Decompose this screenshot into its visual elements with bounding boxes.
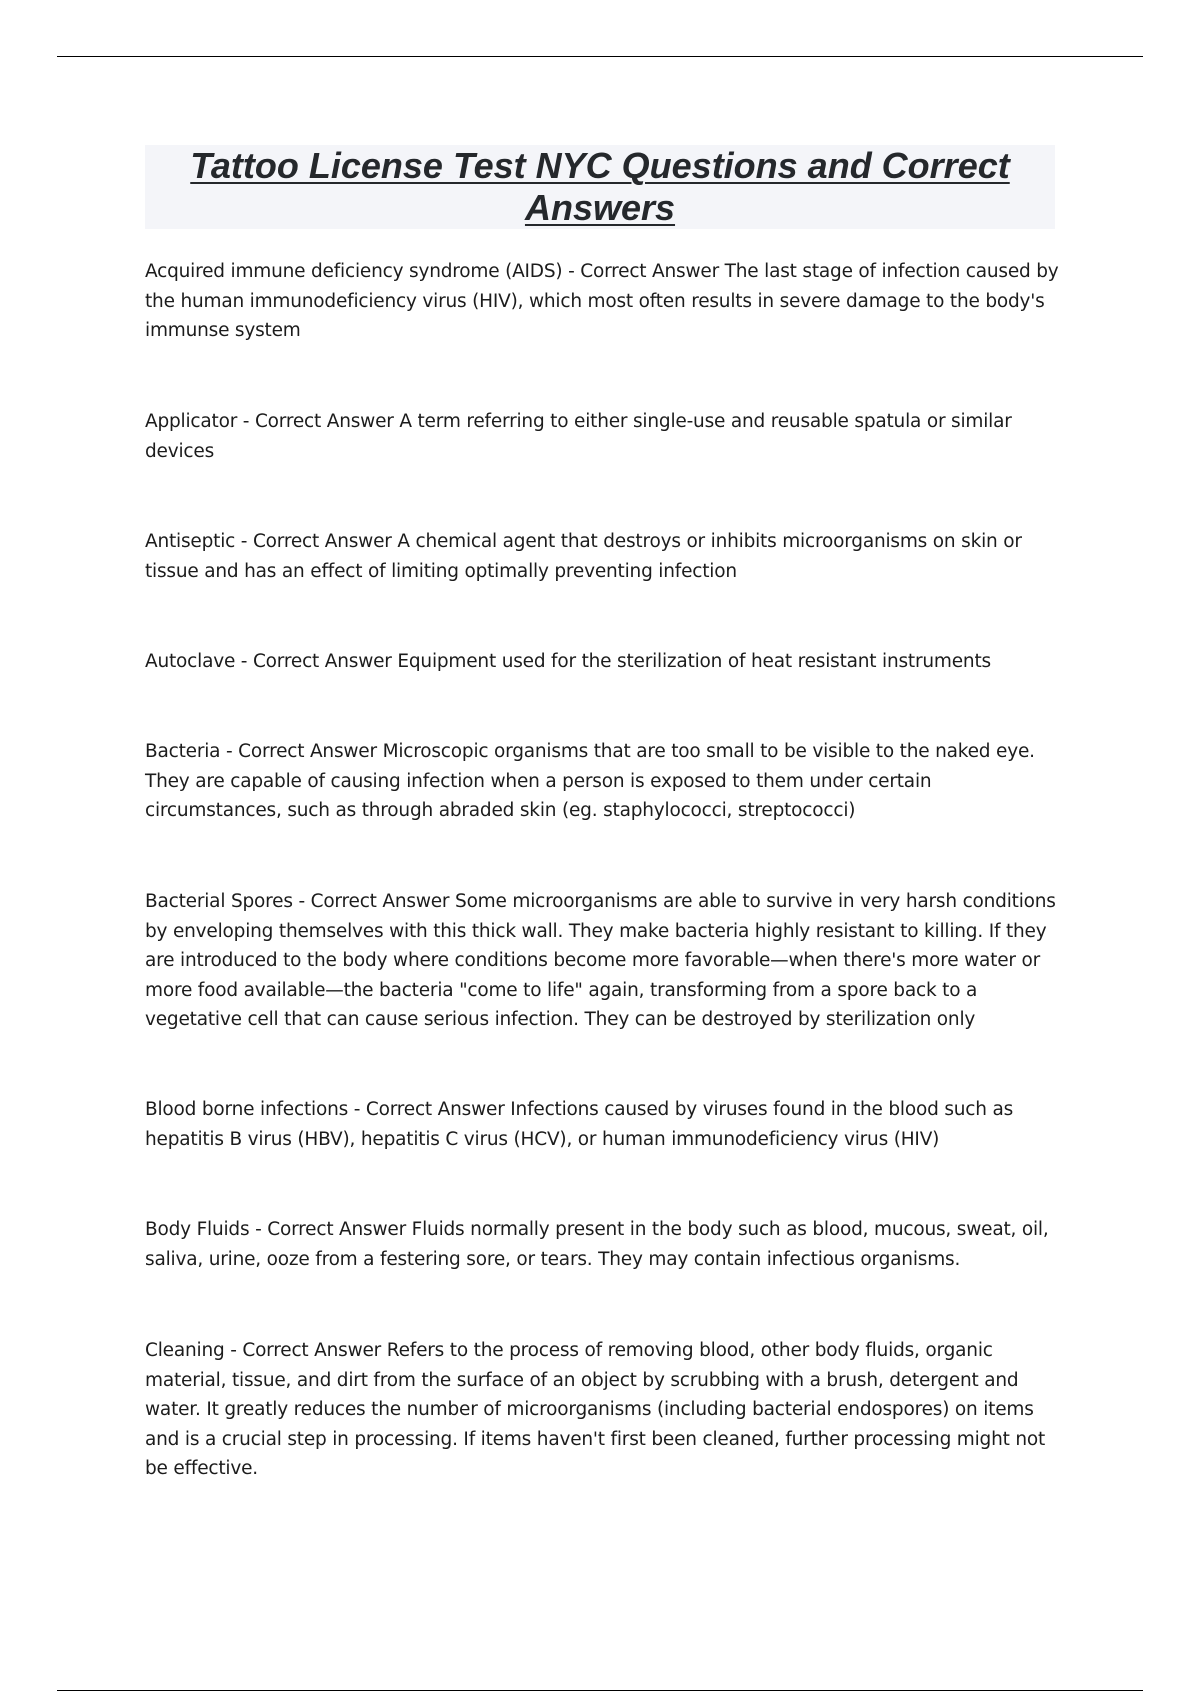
top-rule xyxy=(57,56,1143,57)
entry-bacterial-spores: Bacterial Spores - Correct Answer Some microorganisms are able to survive in very harsh conditions by enveloping themselves with this thick wall. They make bacteria highly resistant to killing. If they are introduced to the body where conditions become more favorable—when there's more water or more food available—the bacteria "come to life" again, transforming from a spore back to a vegetative cell that can cause serious infection. They can be destroyed by sterilization only xyxy=(145,891,1056,1030)
entry-blood-borne-infections: Blood borne infections - Correct Answer Infections caused by viruses found in the blood such as hepatitis B virus (HBV), hepatitis C virus (HCV), or human immunodeficiency virus (HIV) xyxy=(145,1099,1014,1150)
entry-autoclave: Autoclave - Correct Answer Equipment used for the sterilization of heat resistant instruments xyxy=(145,651,991,672)
bottom-rule xyxy=(57,1690,1143,1691)
entry-applicator: Applicator - Correct Answer A term referring to either single-use and reusable spatula or similar devices xyxy=(145,411,1012,462)
page-title: Tattoo License Test NYC Questions and Correct Answers xyxy=(190,145,1010,228)
entry-cleaning: Cleaning - Correct Answer Refers to the process of removing blood, other body fluids, organic material, tissue, and dirt from the surface of an object by scrubbing with a brush, detergent and water. It greatly reduces the number of microorganisms (including bacterial endospores) on items and is a crucial step in processing. If items haven't first been cleaned, further processing might not be effective. xyxy=(145,1340,1046,1479)
entry-antiseptic: Antiseptic - Correct Answer A chemical agent that destroys or inhibits microorganisms on skin or tissue and has an effect of limiting optimally preventing infection xyxy=(145,531,1022,582)
title-banner xyxy=(145,145,1055,229)
entry-aids: Acquired immune deficiency syndrome (AIDS) - Correct Answer The last stage of infection caused by the human immunodeficiency virus (HIV), which most often results in severe damage to the body's immunse system xyxy=(145,261,1059,341)
entry-body-fluids: Body Fluids - Correct Answer Fluids normally present in the body such as blood, mucous, sweat, oil, saliva, urine, ooze from a festering sore, or tears. They may contain infectious organisms. xyxy=(145,1219,1049,1270)
entry-bacteria: Bacteria - Correct Answer Microscopic organisms that are too small to be visible to the naked eye. They are capable of causing infection when a person is exposed to them under certain circumstances, such as through abraded skin (eg. staphylococci, streptococci) xyxy=(145,741,1035,821)
